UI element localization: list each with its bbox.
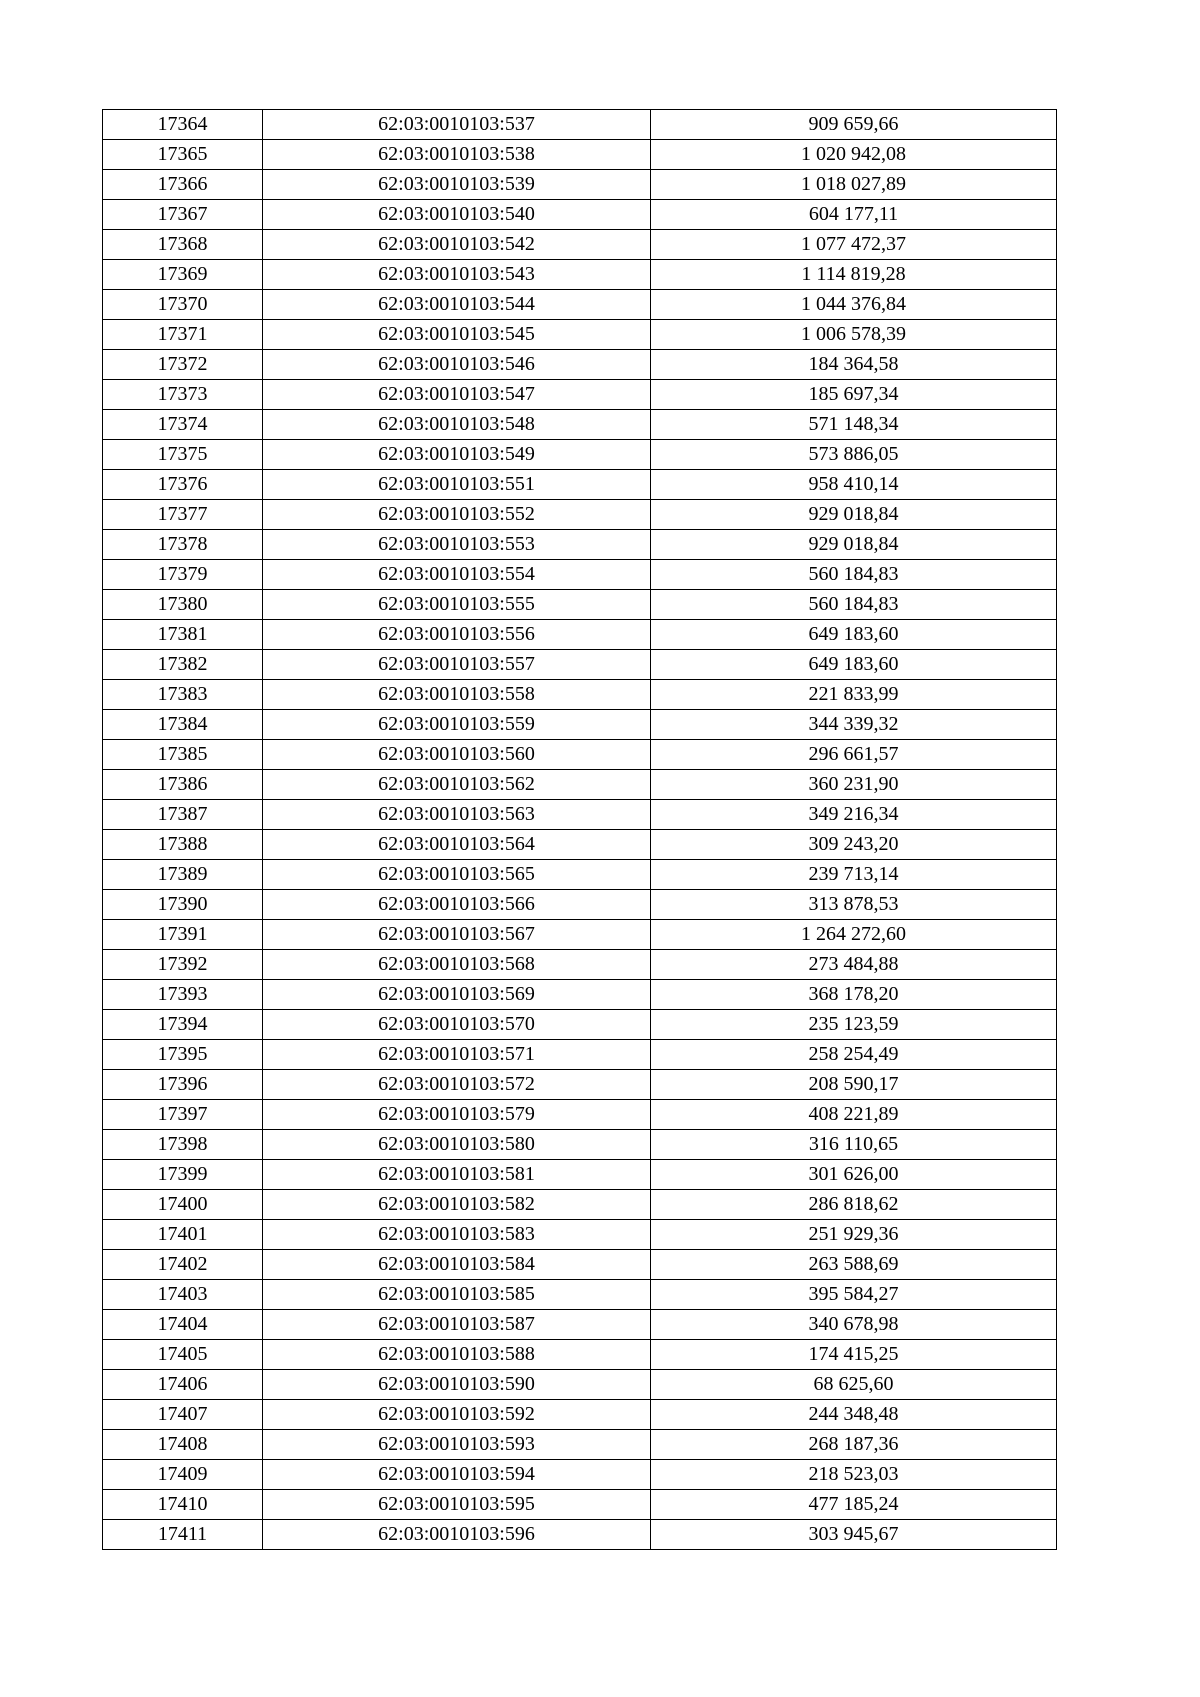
cadastral-number-cell: 62:03:0010103:545 xyxy=(263,320,651,350)
cadastral-value-cell: 340 678,98 xyxy=(651,1310,1057,1340)
row-number-cell: 17406 xyxy=(103,1370,263,1400)
row-number-cell: 17380 xyxy=(103,590,263,620)
cadastral-number-cell: 62:03:0010103:556 xyxy=(263,620,651,650)
table-row xyxy=(103,590,1057,620)
row-number-cell: 17375 xyxy=(103,440,263,470)
cadastral-number-cell: 62:03:0010103:571 xyxy=(263,1040,651,1070)
cadastral-value-cell: 649 183,60 xyxy=(651,620,1057,650)
table-row xyxy=(103,1190,1057,1220)
table-row xyxy=(103,1010,1057,1040)
cadastral-value-cell: 395 584,27 xyxy=(651,1280,1057,1310)
cadastral-value-cell: 313 878,53 xyxy=(651,890,1057,920)
table-row xyxy=(103,170,1057,200)
cadastral-value-cell: 958 410,14 xyxy=(651,470,1057,500)
cadastral-number-cell: 62:03:0010103:551 xyxy=(263,470,651,500)
table-row xyxy=(103,1070,1057,1100)
cadastral-value-cell: 174 415,25 xyxy=(651,1340,1057,1370)
cadastral-number-cell: 62:03:0010103:593 xyxy=(263,1430,651,1460)
cadastral-value-cell: 239 713,14 xyxy=(651,860,1057,890)
row-number-cell: 17373 xyxy=(103,380,263,410)
cadastral-number-cell: 62:03:0010103:554 xyxy=(263,560,651,590)
cadastral-value-cell: 251 929,36 xyxy=(651,1220,1057,1250)
table-row xyxy=(103,620,1057,650)
table-row xyxy=(103,320,1057,350)
row-number-cell: 17366 xyxy=(103,170,263,200)
table-row xyxy=(103,1370,1057,1400)
cadastral-value-cell: 1 006 578,39 xyxy=(651,320,1057,350)
cadastral-value-cell: 273 484,88 xyxy=(651,950,1057,980)
table-row xyxy=(103,680,1057,710)
row-number-cell: 17405 xyxy=(103,1340,263,1370)
cadastral-number-cell: 62:03:0010103:568 xyxy=(263,950,651,980)
cadastral-value-cell: 68 625,60 xyxy=(651,1370,1057,1400)
cadastral-number-cell: 62:03:0010103:563 xyxy=(263,800,651,830)
table-row xyxy=(103,500,1057,530)
cadastral-number-cell: 62:03:0010103:592 xyxy=(263,1400,651,1430)
cadastral-value-cell: 368 178,20 xyxy=(651,980,1057,1010)
cadastral-value-cell: 1 077 472,37 xyxy=(651,230,1057,260)
table-row xyxy=(103,290,1057,320)
table-row xyxy=(103,800,1057,830)
cadastral-value-cell: 263 588,69 xyxy=(651,1250,1057,1280)
table-row xyxy=(103,770,1057,800)
table-row xyxy=(103,980,1057,1010)
cadastral-number-cell: 62:03:0010103:565 xyxy=(263,860,651,890)
row-number-cell: 17364 xyxy=(103,110,263,140)
table-row xyxy=(103,1040,1057,1070)
row-number-cell: 17376 xyxy=(103,470,263,500)
cadastral-number-cell: 62:03:0010103:581 xyxy=(263,1160,651,1190)
cadastral-number-cell: 62:03:0010103:590 xyxy=(263,1370,651,1400)
row-number-cell: 17371 xyxy=(103,320,263,350)
cadastral-value-cell: 1 020 942,08 xyxy=(651,140,1057,170)
cadastral-value-cell: 309 243,20 xyxy=(651,830,1057,860)
table-row xyxy=(103,1430,1057,1460)
cadastral-number-cell: 62:03:0010103:543 xyxy=(263,260,651,290)
cadastral-value-cell: 268 187,36 xyxy=(651,1430,1057,1460)
cadastral-value-cell: 1 114 819,28 xyxy=(651,260,1057,290)
cadastral-value-cell: 560 184,83 xyxy=(651,590,1057,620)
cadastral-number-cell: 62:03:0010103:547 xyxy=(263,380,651,410)
table-row xyxy=(103,890,1057,920)
row-number-cell: 17392 xyxy=(103,950,263,980)
cadastral-value-cell: 218 523,03 xyxy=(651,1460,1057,1490)
row-number-cell: 17368 xyxy=(103,230,263,260)
table-row xyxy=(103,740,1057,770)
row-number-cell: 17411 xyxy=(103,1520,263,1550)
row-number-cell: 17386 xyxy=(103,770,263,800)
row-number-cell: 17377 xyxy=(103,500,263,530)
cadastral-number-cell: 62:03:0010103:562 xyxy=(263,770,651,800)
row-number-cell: 17381 xyxy=(103,620,263,650)
row-number-cell: 17372 xyxy=(103,350,263,380)
cadastral-value-cell: 408 221,89 xyxy=(651,1100,1057,1130)
cadastral-number-cell: 62:03:0010103:559 xyxy=(263,710,651,740)
row-number-cell: 17374 xyxy=(103,410,263,440)
cadastral-value-cell: 1 018 027,89 xyxy=(651,170,1057,200)
row-number-cell: 17410 xyxy=(103,1490,263,1520)
row-number-cell: 17369 xyxy=(103,260,263,290)
row-number-cell: 17384 xyxy=(103,710,263,740)
row-number-cell: 17393 xyxy=(103,980,263,1010)
row-number-cell: 17408 xyxy=(103,1430,263,1460)
cadastral-number-cell: 62:03:0010103:583 xyxy=(263,1220,651,1250)
row-number-cell: 17378 xyxy=(103,530,263,560)
row-number-cell: 17379 xyxy=(103,560,263,590)
row-number-cell: 17397 xyxy=(103,1100,263,1130)
table-row xyxy=(103,1280,1057,1310)
table-row xyxy=(103,710,1057,740)
cadastral-number-cell: 62:03:0010103:558 xyxy=(263,680,651,710)
cadastral-value-cell: 296 661,57 xyxy=(651,740,1057,770)
row-number-cell: 17385 xyxy=(103,740,263,770)
table-row xyxy=(103,950,1057,980)
row-number-cell: 17409 xyxy=(103,1460,263,1490)
cadastral-value-cell: 349 216,34 xyxy=(651,800,1057,830)
table-row xyxy=(103,440,1057,470)
table-row xyxy=(103,830,1057,860)
row-number-cell: 17402 xyxy=(103,1250,263,1280)
table-row xyxy=(103,860,1057,890)
cadastral-number-cell: 62:03:0010103:582 xyxy=(263,1190,651,1220)
table-row xyxy=(103,1160,1057,1190)
table-row xyxy=(103,1400,1057,1430)
row-number-cell: 17390 xyxy=(103,890,263,920)
row-number-cell: 17396 xyxy=(103,1070,263,1100)
table-row xyxy=(103,470,1057,500)
cadastral-number-cell: 62:03:0010103:537 xyxy=(263,110,651,140)
table-row xyxy=(103,1130,1057,1160)
row-number-cell: 17367 xyxy=(103,200,263,230)
cadastral-value-cell: 929 018,84 xyxy=(651,500,1057,530)
cadastral-number-cell: 62:03:0010103:567 xyxy=(263,920,651,950)
table-row xyxy=(103,1520,1057,1550)
table-row xyxy=(103,1460,1057,1490)
cadastral-value-cell: 344 339,32 xyxy=(651,710,1057,740)
cadastral-number-cell: 62:03:0010103:564 xyxy=(263,830,651,860)
table-row xyxy=(103,140,1057,170)
cadastral-number-cell: 62:03:0010103:596 xyxy=(263,1520,651,1550)
cadastral-value-cell: 573 886,05 xyxy=(651,440,1057,470)
cadastral-value-table xyxy=(102,109,1057,1550)
cadastral-value-cell: 301 626,00 xyxy=(651,1160,1057,1190)
row-number-cell: 17370 xyxy=(103,290,263,320)
row-number-cell: 17398 xyxy=(103,1130,263,1160)
cadastral-value-cell: 909 659,66 xyxy=(651,110,1057,140)
cadastral-value-cell: 303 945,67 xyxy=(651,1520,1057,1550)
row-number-cell: 17407 xyxy=(103,1400,263,1430)
cadastral-value-cell: 1 044 376,84 xyxy=(651,290,1057,320)
cadastral-value-cell: 316 110,65 xyxy=(651,1130,1057,1160)
cadastral-value-cell: 258 254,49 xyxy=(651,1040,1057,1070)
cadastral-number-cell: 62:03:0010103:544 xyxy=(263,290,651,320)
cadastral-number-cell: 62:03:0010103:588 xyxy=(263,1340,651,1370)
cadastral-number-cell: 62:03:0010103:555 xyxy=(263,590,651,620)
cadastral-number-cell: 62:03:0010103:549 xyxy=(263,440,651,470)
table-row xyxy=(103,410,1057,440)
cadastral-number-cell: 62:03:0010103:585 xyxy=(263,1280,651,1310)
table-row xyxy=(103,650,1057,680)
cadastral-value-cell: 360 231,90 xyxy=(651,770,1057,800)
cadastral-number-cell: 62:03:0010103:566 xyxy=(263,890,651,920)
cadastral-value-cell: 560 184,83 xyxy=(651,560,1057,590)
cadastral-number-cell: 62:03:0010103:572 xyxy=(263,1070,651,1100)
cadastral-number-cell: 62:03:0010103:569 xyxy=(263,980,651,1010)
cadastral-value-cell: 235 123,59 xyxy=(651,1010,1057,1040)
table-row xyxy=(103,1100,1057,1130)
row-number-cell: 17394 xyxy=(103,1010,263,1040)
row-number-cell: 17383 xyxy=(103,680,263,710)
table-row xyxy=(103,560,1057,590)
cadastral-number-cell: 62:03:0010103:553 xyxy=(263,530,651,560)
cadastral-number-cell: 62:03:0010103:539 xyxy=(263,170,651,200)
row-number-cell: 17365 xyxy=(103,140,263,170)
cadastral-number-cell: 62:03:0010103:557 xyxy=(263,650,651,680)
cadastral-number-cell: 62:03:0010103:548 xyxy=(263,410,651,440)
row-number-cell: 17400 xyxy=(103,1190,263,1220)
cadastral-number-cell: 62:03:0010103:584 xyxy=(263,1250,651,1280)
row-number-cell: 17382 xyxy=(103,650,263,680)
table-row xyxy=(103,1220,1057,1250)
cadastral-number-cell: 62:03:0010103:560 xyxy=(263,740,651,770)
cadastral-value-cell: 477 185,24 xyxy=(651,1490,1057,1520)
table-row xyxy=(103,260,1057,290)
cadastral-value-cell: 244 348,48 xyxy=(651,1400,1057,1430)
cadastral-number-cell: 62:03:0010103:595 xyxy=(263,1490,651,1520)
cadastral-number-cell: 62:03:0010103:538 xyxy=(263,140,651,170)
table-row xyxy=(103,1310,1057,1340)
row-number-cell: 17401 xyxy=(103,1220,263,1250)
cadastral-number-cell: 62:03:0010103:552 xyxy=(263,500,651,530)
cadastral-value-cell: 649 183,60 xyxy=(651,650,1057,680)
cadastral-number-cell: 62:03:0010103:542 xyxy=(263,230,651,260)
cadastral-number-cell: 62:03:0010103:540 xyxy=(263,200,651,230)
row-number-cell: 17387 xyxy=(103,800,263,830)
table-row xyxy=(103,530,1057,560)
cadastral-number-cell: 62:03:0010103:546 xyxy=(263,350,651,380)
cadastral-value-cell: 184 364,58 xyxy=(651,350,1057,380)
row-number-cell: 17395 xyxy=(103,1040,263,1070)
row-number-cell: 17399 xyxy=(103,1160,263,1190)
table-row xyxy=(103,350,1057,380)
row-number-cell: 17388 xyxy=(103,830,263,860)
cadastral-value-cell: 286 818,62 xyxy=(651,1190,1057,1220)
table-body xyxy=(103,110,1057,1550)
cadastral-value-cell: 604 177,11 xyxy=(651,200,1057,230)
table-row xyxy=(103,1340,1057,1370)
cadastral-number-cell: 62:03:0010103:594 xyxy=(263,1460,651,1490)
cadastral-value-cell: 571 148,34 xyxy=(651,410,1057,440)
row-number-cell: 17389 xyxy=(103,860,263,890)
row-number-cell: 17391 xyxy=(103,920,263,950)
table-row xyxy=(103,230,1057,260)
cadastral-value-cell: 1 264 272,60 xyxy=(651,920,1057,950)
table-row xyxy=(103,1250,1057,1280)
cadastral-number-cell: 62:03:0010103:579 xyxy=(263,1100,651,1130)
cadastral-value-cell: 208 590,17 xyxy=(651,1070,1057,1100)
cadastral-value-cell: 929 018,84 xyxy=(651,530,1057,560)
table-row xyxy=(103,1490,1057,1520)
table-row xyxy=(103,380,1057,410)
cadastral-number-cell: 62:03:0010103:580 xyxy=(263,1130,651,1160)
cadastral-value-cell: 185 697,34 xyxy=(651,380,1057,410)
cadastral-number-cell: 62:03:0010103:587 xyxy=(263,1310,651,1340)
table-row xyxy=(103,200,1057,230)
row-number-cell: 17404 xyxy=(103,1310,263,1340)
table-row xyxy=(103,110,1057,140)
table-row xyxy=(103,920,1057,950)
row-number-cell: 17403 xyxy=(103,1280,263,1310)
cadastral-value-cell: 221 833,99 xyxy=(651,680,1057,710)
cadastral-number-cell: 62:03:0010103:570 xyxy=(263,1010,651,1040)
